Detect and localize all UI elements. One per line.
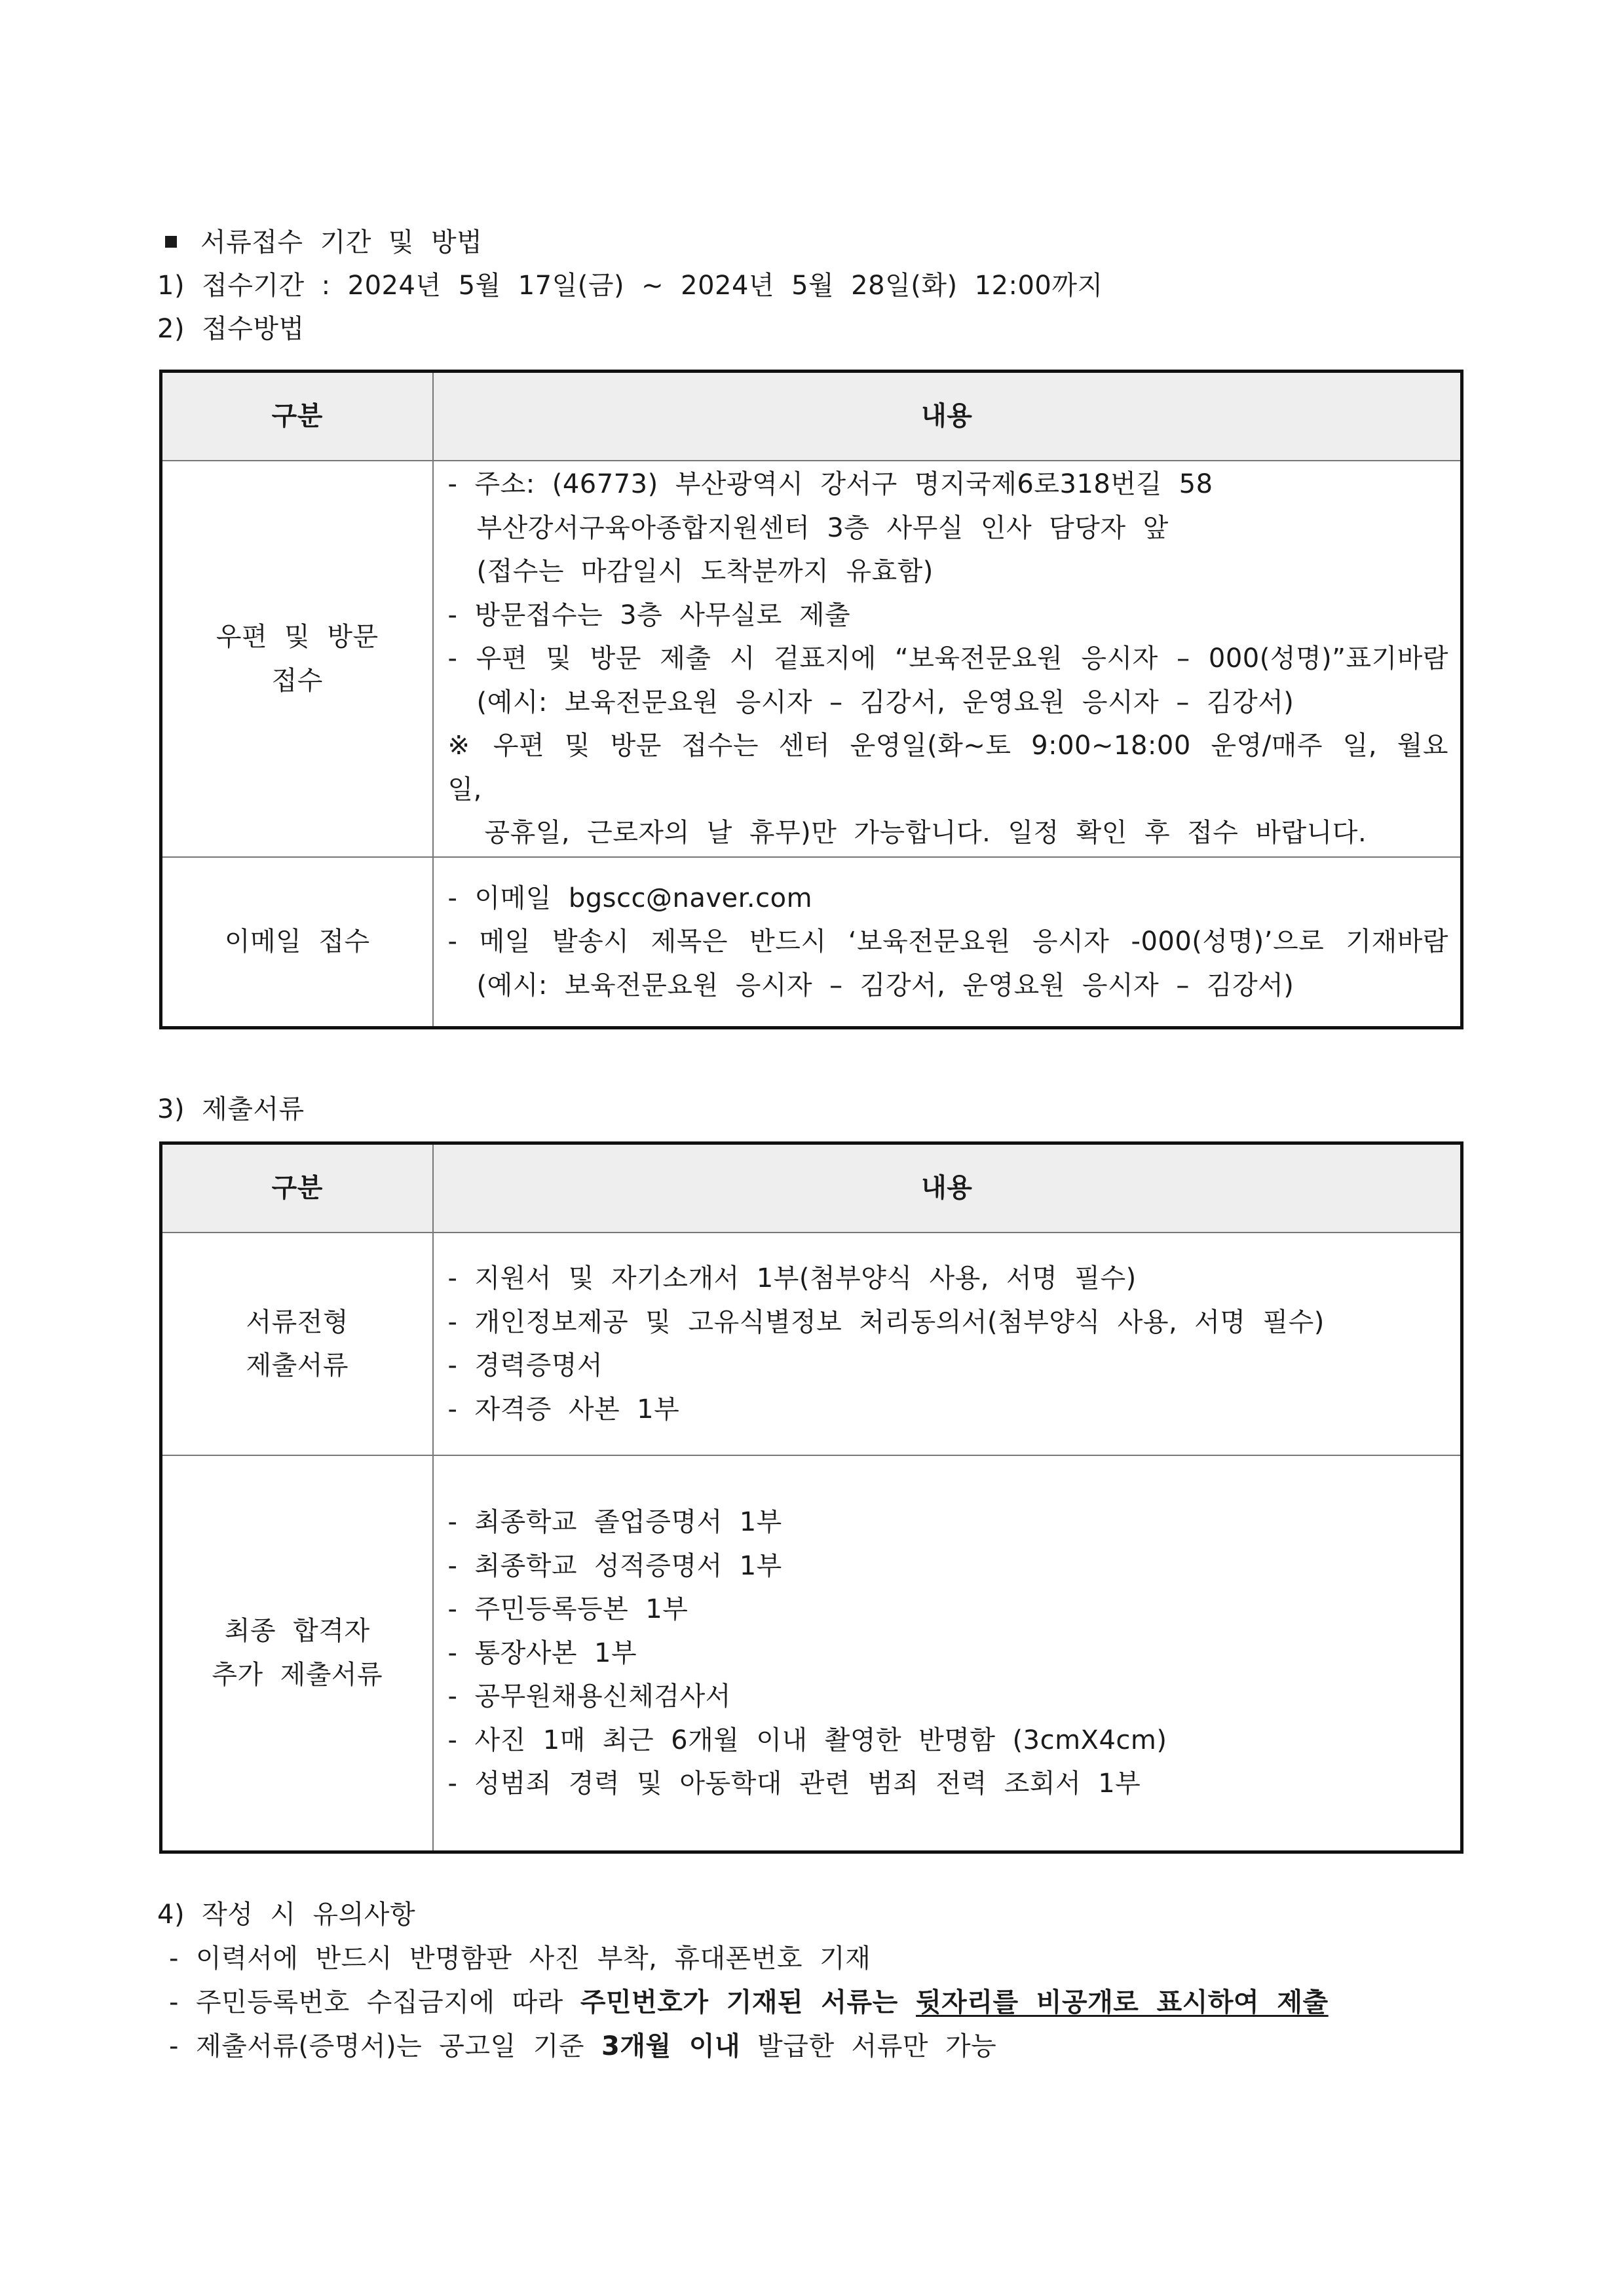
content-line: - 최종학교 졸업증명서 1부 [447,1507,782,1537]
header-category: 구분 [161,1143,433,1233]
table-header-row [161,1143,1462,1233]
category-line: 제출서류 [246,1350,349,1381]
content-line: ※ 우편 및 방문 접수는 센터 운영일(화~토 9:00~18:00 운영/매주 일, 월요일, [447,731,1448,805]
content-cell [433,461,1462,857]
category-cell [161,461,433,857]
note-item [169,1937,871,1981]
content-line: - 우편 및 방문 제출 시 겉표지에 “보육전문요원 응시자 – 000(성명)”표기바람 [447,643,1448,674]
note-emphasis: 3개월 이내 [601,2031,741,2061]
docs-heading: 3) 제출서류 [157,1094,305,1124]
category-cell [161,1233,433,1455]
notes-heading: 4) 작성 시 유의사항 [157,1900,416,1930]
content-cell [433,1233,1462,1455]
content-line: - 자격증 사본 1부 [447,1394,680,1425]
method-heading: 2) 접수방법 [157,314,305,344]
table-row [161,461,1462,857]
content-line: 부산강서구육아종합지원센터 3층 사무실 인사 담당자 앞 [476,512,1169,543]
table-row [161,857,1462,1027]
note-item [169,1981,1329,2025]
section-heading [157,221,482,264]
content-cell [433,1455,1462,1852]
category-line: 이메일 접수 [224,927,370,957]
header-content: 내용 [433,372,1462,461]
header-category: 구분 [161,372,433,461]
category-cell [161,1455,433,1852]
category-line: 우편 및 방문 [216,622,379,652]
category-line: 최종 합격자 [224,1616,370,1647]
content-line: - 공무원채용신체검사서 [447,1681,731,1712]
note-text: - 주민등록번호 수집금지에 따라 [169,1987,580,2018]
content-line: - 경력증명서 [447,1350,603,1381]
note-emphasis: 주민번호가 기재된 서류는 [580,1987,916,2018]
table-header-row [161,372,1462,461]
note-text: - 이력서에 반드시 반명함판 사진 부착, 휴대폰번호 기재 [169,1943,871,1974]
content-line: (예시: 보육전문요원 응시자 – 김강서, 운영요원 응시자 – 김강서) [476,970,1294,1001]
category-line: 추가 제출서류 [212,1659,383,1690]
square-bullet-icon [165,236,177,248]
content-line: - 성범죄 경력 및 아동학대 관련 범죄 전력 조회서 1부 [447,1769,1141,1799]
content-line: - 지원서 및 자기소개서 1부(첨부양식 사용, 서명 필수) [447,1263,1137,1293]
content-line: (예시: 보육전문요원 응시자 – 김강서, 운영요원 응시자 – 김강서) [476,687,1294,718]
content-line: - 최종학교 성적증명서 1부 [447,1550,782,1581]
content-line: - 개인정보제공 및 고유식별정보 처리동의서(첨부양식 사용, 서명 필수) [447,1307,1325,1337]
content-line: - 주민등록등본 1부 [447,1594,689,1624]
content-line: - 주소: (46773) 부산광역시 강서구 명지국제6로318번길 58 [447,469,1213,500]
content-line: - 사진 1매 최근 6개월 이내 촬영한 반명함 (3cmX4cm) [447,1725,1167,1755]
category-line: 서류전형 [246,1307,349,1337]
header-content: 내용 [433,1143,1462,1233]
submission-method-table [159,370,1463,1029]
content-line: 공휴일, 근로자의 날 휴무)만 가능합니다. 일정 확인 후 접수 바랍니다. [484,818,1367,849]
category-cell [161,857,433,1027]
content-line: (접수는 마감일시 도착분까지 유효함) [476,556,934,587]
required-documents-table [159,1141,1463,1854]
table-row [161,1455,1462,1852]
table-row [161,1233,1462,1455]
note-item [169,2025,996,2069]
section-heading-text: 서류접수 기간 및 방법 [200,227,483,258]
note-text: 발급한 서류만 가능 [740,2031,997,2061]
period-line: 1) 접수기간 : 2024년 5월 17일(금) ~ 2024년 5월 28일(화) 12:00까지 [157,271,1103,301]
content-cell [433,857,1462,1027]
content-line: - 통장사본 1부 [447,1637,637,1668]
content-line: - 이메일 bgscc@naver.com [447,883,813,913]
content-line: - 메일 발송시 제목은 반드시 ‘보육전문요원 응시자 -000(성명)’으로 기재바람 [447,927,1448,957]
note-emphasis-underlined: 뒷자리를 비공개로 표시하여 제출 [916,1987,1329,2018]
content-line: - 방문접수는 3층 사무실로 제출 [447,600,851,630]
category-line: 접수 [271,665,323,696]
note-text: - 제출서류(증명서)는 공고일 기준 [169,2031,602,2061]
